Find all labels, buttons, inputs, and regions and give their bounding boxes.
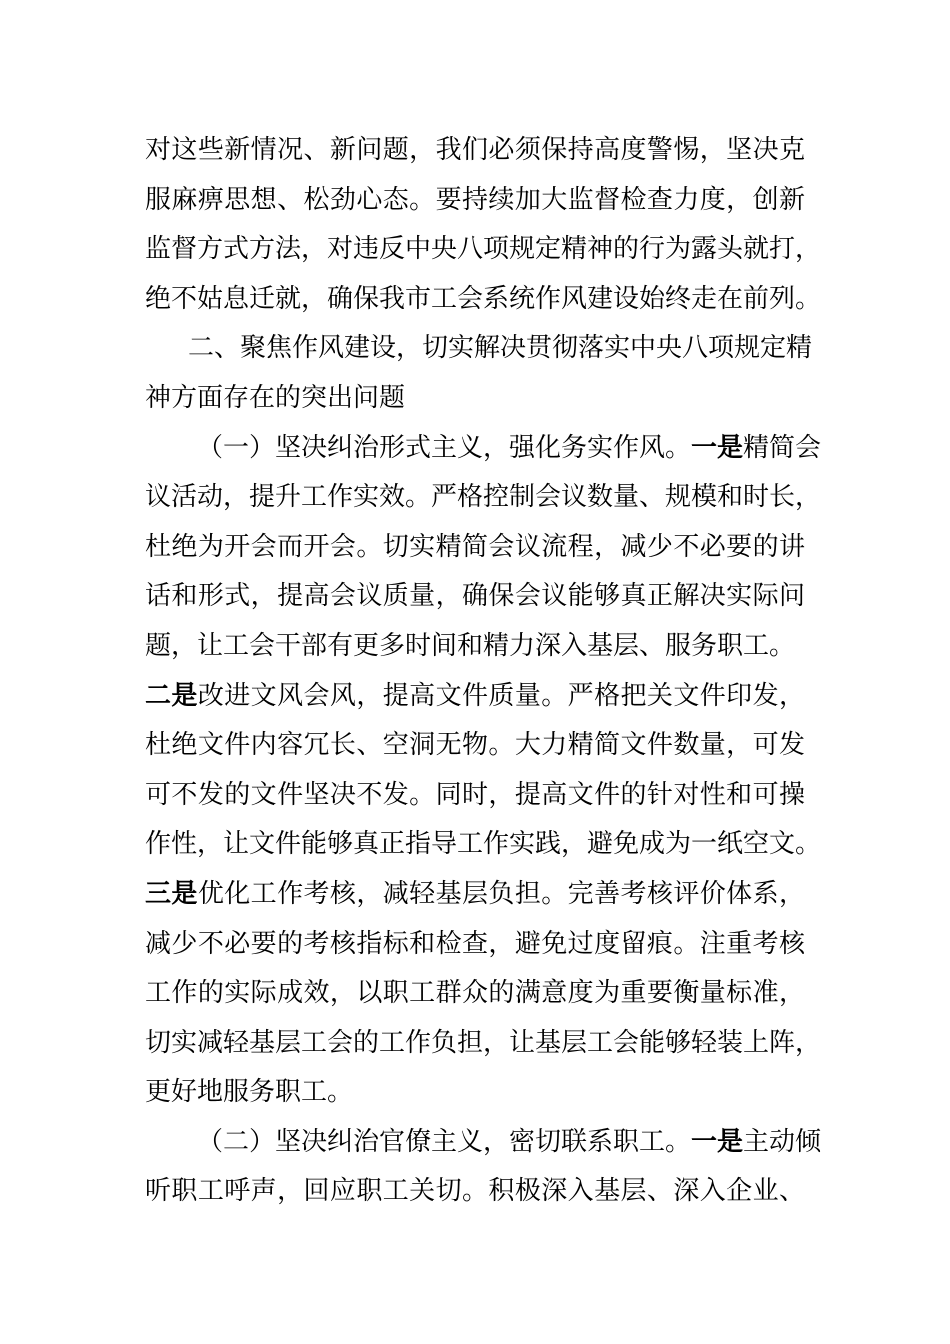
document-body bbox=[145, 126, 822, 1217]
text-line bbox=[145, 473, 822, 523]
text-segment: 主动倾 bbox=[743, 1126, 822, 1157]
text-line bbox=[145, 572, 805, 622]
section-heading: 神方面存在的突出问题 bbox=[145, 382, 406, 413]
text-line bbox=[145, 275, 822, 325]
text-segment: 绝不姑息迁就，确保我市工会系统作风建设始终走在前列。 bbox=[145, 283, 822, 314]
text-segment: 对这些新情况、新问题，我们必须保持高度警惕，坚决克 bbox=[145, 135, 805, 165]
text-line bbox=[145, 176, 805, 226]
bold-marker: 一是 bbox=[691, 432, 744, 463]
text-segment: 精简会 bbox=[743, 432, 822, 463]
text-segment: 听职工呼声，回应职工关切。积极深入基层、深入企业、 bbox=[145, 1176, 805, 1207]
text-line bbox=[145, 721, 805, 771]
subsection-heading: （一）坚决纠治形式主义，强化务实作风。 bbox=[197, 432, 692, 463]
text-line bbox=[145, 969, 805, 1019]
text-line bbox=[145, 622, 805, 672]
subsection-heading-line bbox=[145, 424, 822, 474]
text-line bbox=[145, 870, 805, 920]
text-line bbox=[145, 771, 805, 821]
section-heading-line bbox=[145, 374, 805, 424]
bold-marker: 三是 bbox=[145, 878, 198, 909]
text-line bbox=[145, 523, 805, 573]
text-segment: 优化工作考核，减轻基层负担。完善考核评价体系， bbox=[197, 878, 805, 909]
text-line bbox=[145, 1019, 822, 1069]
bold-marker: 二是 bbox=[145, 680, 198, 711]
subsection-heading-line bbox=[145, 1118, 822, 1168]
text-line bbox=[145, 820, 822, 870]
text-line bbox=[145, 126, 805, 176]
text-segment: 杜绝为开会而开会。切实精简会议流程，减少不必要的讲 bbox=[145, 531, 805, 562]
text-line bbox=[145, 920, 805, 970]
text-segment: 监督方式方法，对违反中央八项规定精神的行为露头就打， bbox=[145, 234, 822, 265]
text-segment: 服麻痹思想、松劲心态。要持续加大监督检查力度，创新 bbox=[145, 184, 805, 215]
bold-marker: 一是 bbox=[691, 1126, 744, 1157]
text-segment: 可不发的文件坚决不发。同时，提高文件的针对性和可操 bbox=[145, 779, 805, 810]
subsection-heading: （二）坚决纠治官僚主义，密切联系职工。 bbox=[197, 1126, 692, 1157]
text-segment: 议活动，提升工作实效。严格控制会议数量、规模和时长， bbox=[145, 482, 822, 513]
text-segment: 更好地服务职工。 bbox=[145, 1077, 354, 1108]
section-heading: 二、聚焦作风建设，切实解决贯彻落实中央八项规定精 bbox=[188, 333, 813, 364]
section-heading-line bbox=[145, 324, 813, 374]
text-segment: 减少不必要的考核指标和检查，避免过度留痕。注重考核 bbox=[145, 928, 805, 959]
text-segment: 改进文风会风，提高文件质量。严格把关文件印发， bbox=[197, 680, 805, 711]
text-segment: 作性，让文件能够真正指导工作实践，避免成为一纸空文。 bbox=[145, 829, 822, 860]
text-line bbox=[145, 1068, 805, 1118]
text-segment: 工作的实际成效，以职工群众的满意度为重要衡量标准， bbox=[145, 978, 805, 1009]
text-segment: 话和形式，提高会议质量，确保会议能够真正解决实际问 bbox=[145, 581, 805, 612]
text-line bbox=[145, 1167, 805, 1217]
text-line bbox=[145, 672, 805, 722]
text-segment: 题，让工会干部有更多时间和精力深入基层、服务职工。 bbox=[145, 630, 796, 661]
text-segment: 切实减轻基层工会的工作负担，让基层工会能够轻装上阵， bbox=[145, 1027, 822, 1058]
text-segment: 杜绝文件内容冗长、空洞无物。大力精简文件数量，可发 bbox=[145, 730, 805, 761]
text-line bbox=[145, 225, 822, 275]
